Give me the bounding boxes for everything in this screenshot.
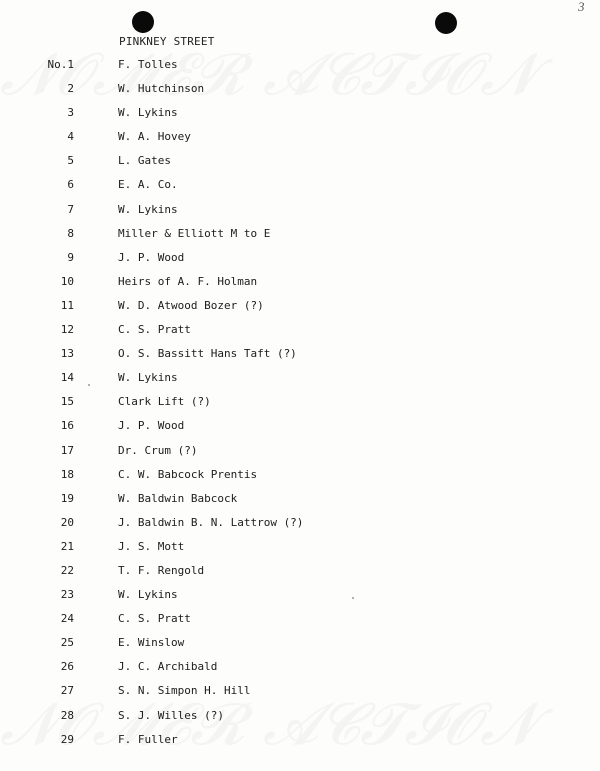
list-item (0, 684, 600, 708)
owner-name: C. S. Pratt (118, 323, 191, 337)
lot-number: 15 (60, 395, 74, 409)
owner-name: J. C. Archibald (118, 660, 218, 674)
owner-name: W. Lykins (118, 371, 178, 385)
list-item (0, 371, 600, 395)
list-item (0, 299, 600, 323)
page-title: PINKNEY STREET (119, 35, 215, 48)
owner-name: O. S. Bassitt Hans Taft (?) (118, 347, 297, 361)
lot-number: 9 (67, 250, 74, 264)
owner-name: E. A. Co. (118, 178, 178, 192)
list-item (0, 564, 600, 588)
owner-name: J. Baldwin B. N. Lattrow (?) (118, 515, 304, 529)
list-item (0, 58, 600, 82)
lot-number: 12 (60, 323, 74, 337)
list-item (0, 492, 600, 516)
lot-list (0, 58, 600, 757)
lot-number: 4 (67, 130, 74, 144)
lot-number: 22 (60, 563, 74, 577)
list-item (0, 395, 600, 419)
lot-number: 7 (67, 202, 74, 216)
list-item (0, 275, 600, 299)
owner-name: Heirs of A. F. Holman (118, 274, 258, 288)
lot-number: 5 (67, 154, 74, 168)
lot-number: No.1 (47, 58, 74, 71)
lot-number: 17 (60, 443, 74, 457)
lot-number: 19 (60, 491, 74, 505)
paper-speck (352, 597, 354, 599)
owner-name: W. D. Atwood Bozer (?) (118, 298, 264, 312)
owner-name: S. N. Simpon H. Hill (118, 684, 251, 698)
list-item (0, 130, 600, 154)
owner-name: W. Hutchinson (118, 82, 205, 96)
list-item (0, 227, 600, 251)
owner-name: Clark Lift (?) (118, 395, 211, 409)
owner-name: C. S. Pratt (118, 612, 191, 626)
list-item (0, 588, 600, 612)
lot-number: 21 (60, 539, 74, 553)
page-number: 3 (578, 0, 585, 14)
lot-number: 6 (67, 178, 74, 192)
owner-name: W. Baldwin Babcock (118, 491, 238, 505)
lot-number: 10 (60, 274, 74, 288)
list-item (0, 251, 600, 275)
lot-number: 28 (60, 708, 74, 722)
list-item (0, 82, 600, 106)
lot-number: 29 (60, 732, 74, 746)
owner-name: Dr. Crum (?) (118, 443, 198, 457)
list-item (0, 203, 600, 227)
list-item (0, 323, 600, 347)
lot-number: 18 (60, 467, 74, 481)
lot-number: 26 (60, 660, 74, 674)
list-item (0, 516, 600, 540)
owner-name: W. Lykins (118, 106, 178, 120)
owner-name: Miller & Elliott M to E (118, 226, 271, 240)
owner-name: W. A. Hovey (118, 130, 191, 144)
lot-number: 16 (60, 419, 74, 433)
lot-number: 20 (60, 515, 74, 529)
owner-name: W. Lykins (118, 202, 178, 216)
list-item (0, 468, 600, 492)
owner-name: S. J. Willes (?) (118, 708, 224, 722)
list-item (0, 733, 600, 757)
list-item (0, 612, 600, 636)
list-item (0, 154, 600, 178)
owner-name: F. Fuller (118, 732, 178, 746)
owner-name: J. P. Wood (118, 419, 185, 433)
owner-name: T. F. Rengold (118, 563, 205, 577)
list-item (0, 178, 600, 202)
list-item (0, 540, 600, 564)
owner-name: L. Gates (118, 154, 171, 168)
punch-hole-right (435, 12, 457, 34)
owner-name: F. Tolles (118, 58, 178, 71)
owner-name: J. S. Mott (118, 539, 185, 553)
owner-name: E. Winslow (118, 636, 185, 650)
owner-name: C. W. Babcock Prentis (118, 467, 258, 481)
lot-number: 8 (67, 226, 74, 240)
list-item (0, 636, 600, 660)
lot-number: 23 (60, 588, 74, 602)
lot-number: 11 (60, 298, 74, 312)
lot-number: 3 (67, 106, 74, 120)
owner-name: W. Lykins (118, 588, 178, 602)
lot-number: 25 (60, 636, 74, 650)
punch-hole-left (132, 11, 154, 33)
list-item (0, 660, 600, 684)
list-item (0, 709, 600, 733)
list-item (0, 419, 600, 443)
lot-number: 27 (60, 684, 74, 698)
list-item (0, 444, 600, 468)
lot-number: 13 (60, 347, 74, 361)
lot-number: 2 (67, 82, 74, 96)
owner-name: J. P. Wood (118, 250, 185, 264)
lot-number: 24 (60, 612, 74, 626)
list-item (0, 347, 600, 371)
paper-speck (88, 384, 90, 386)
lot-number: 14 (60, 371, 74, 385)
list-item (0, 106, 600, 130)
